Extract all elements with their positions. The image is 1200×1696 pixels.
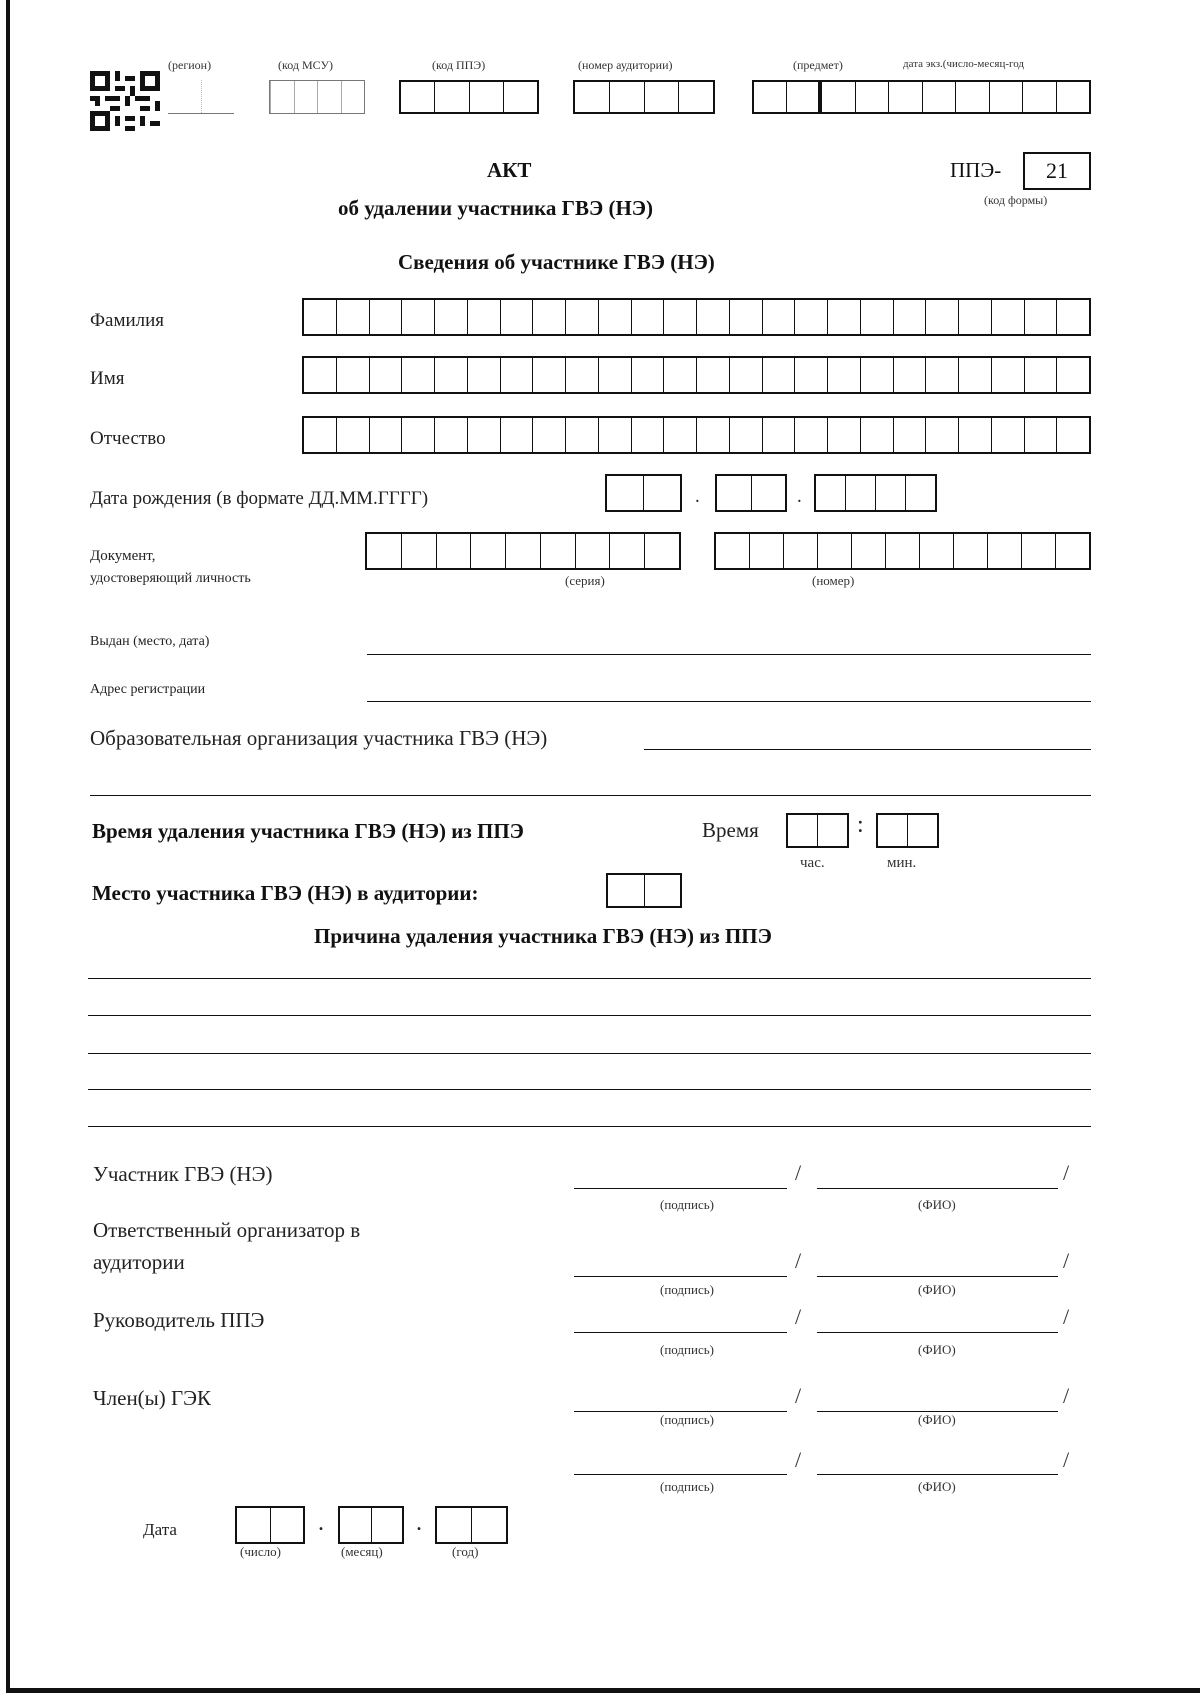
form-code-caption: (код формы) xyxy=(984,193,1048,207)
gek-fio-caption-2: (ФИО) xyxy=(918,1479,956,1494)
head-fio-line[interactable] xyxy=(817,1332,1058,1333)
hours-caption: час. xyxy=(800,855,825,871)
qr-code-icon xyxy=(90,70,160,132)
organizer-fio-line[interactable] xyxy=(817,1276,1058,1277)
seat-title: Место участника ГВЭ (НЭ) в аудитории: xyxy=(92,881,479,905)
issued-line[interactable] xyxy=(367,654,1091,655)
auditorium-caption: (номер аудитории) xyxy=(578,58,673,72)
removal-time-title: Время удаления участника ГВЭ (НЭ) из ППЭ xyxy=(92,819,524,843)
org-line-2[interactable] xyxy=(90,795,1091,796)
organizer-signature-line[interactable] xyxy=(574,1276,787,1277)
birth-year-cells[interactable] xyxy=(814,474,937,512)
org-line-1[interactable] xyxy=(644,749,1091,750)
organizer-fio-caption: (ФИО) xyxy=(918,1282,956,1297)
form-prefix: ППЭ- xyxy=(950,158,1002,182)
date-month-cells[interactable] xyxy=(338,1506,404,1544)
hours-cells[interactable] xyxy=(786,813,849,848)
participant-signature-caption: (подпись) xyxy=(660,1197,714,1212)
organizer-sign-label: Ответственный организатор в xyxy=(93,1218,361,1242)
msu-cells[interactable] xyxy=(269,80,365,114)
act-title: АКТ xyxy=(487,158,532,182)
issued-label: Выдан (место, дата) xyxy=(90,634,210,649)
organizer-slash-2: / xyxy=(1063,1248,1070,1273)
participant-slash-1: / xyxy=(795,1160,802,1185)
address-label: Адрес регистрации xyxy=(90,682,206,697)
birth-dot-2: . xyxy=(797,486,802,507)
head-fio-caption: (ФИО) xyxy=(918,1342,956,1357)
reason-line-5[interactable] xyxy=(88,1126,1091,1127)
ppe-code-cells[interactable] xyxy=(399,80,539,114)
gek-slash-3: / xyxy=(795,1447,802,1472)
participant-sign-label: Участник ГВЭ (НЭ) xyxy=(93,1162,273,1186)
participant-fio-line[interactable] xyxy=(817,1188,1058,1189)
patronymic-label: Отчество xyxy=(90,428,166,449)
birth-date-label: Дата рождения (в формате ДД.ММ.ГГГГ) xyxy=(90,488,429,509)
date-label: Дата xyxy=(143,1520,177,1539)
gek-slash-1: / xyxy=(795,1383,802,1408)
exam-date-cells[interactable] xyxy=(820,80,1091,114)
document-number-cells[interactable] xyxy=(714,532,1091,570)
name-label: Имя xyxy=(90,368,125,389)
document-series-cells[interactable] xyxy=(365,532,681,570)
head-signature-caption: (подпись) xyxy=(660,1342,714,1357)
auditorium-cells[interactable] xyxy=(573,80,715,114)
participant-signature-line[interactable] xyxy=(574,1188,787,1189)
day-caption: (число) xyxy=(240,1544,281,1559)
date-year-cells[interactable] xyxy=(435,1506,508,1544)
birth-day-cells[interactable] xyxy=(605,474,682,512)
subject-cells[interactable] xyxy=(752,80,820,114)
reason-line-1[interactable] xyxy=(88,978,1091,979)
organizer-sign-label-2: аудитории xyxy=(93,1250,185,1274)
exam-date-caption: дата экз.(число-месяц-год xyxy=(903,58,1025,70)
gek-signature-line-2[interactable] xyxy=(574,1474,787,1475)
gek-fio-line-2[interactable] xyxy=(817,1474,1058,1475)
time-label: Время xyxy=(702,818,759,842)
year-caption: (год) xyxy=(452,1544,479,1559)
name-cells[interactable] xyxy=(302,356,1091,394)
patronymic-cells[interactable] xyxy=(302,416,1091,454)
birth-month-cells[interactable] xyxy=(715,474,787,512)
head-sign-label: Руководитель ППЭ xyxy=(93,1308,265,1332)
org-label: Образовательная организация участника ГВЭ (НЭ) xyxy=(90,726,548,750)
surname-cells[interactable] xyxy=(302,298,1091,336)
seat-cells[interactable] xyxy=(606,873,682,908)
document-label-2: удостоверяющий личность xyxy=(90,571,251,586)
head-signature-line[interactable] xyxy=(574,1332,787,1333)
gek-fio-caption-1: (ФИО) xyxy=(918,1412,956,1427)
series-caption: (серия) xyxy=(565,573,605,588)
msu-caption: (код МСУ) xyxy=(278,58,333,72)
participant-fio-caption: (ФИО) xyxy=(918,1197,956,1212)
subject-caption: (предмет) xyxy=(793,58,843,72)
reason-title: Причина удаления участника ГВЭ (НЭ) из ППЭ xyxy=(314,924,772,948)
minutes-cells[interactable] xyxy=(876,813,939,848)
date-dot-1: . xyxy=(318,1510,324,1536)
number-caption: (номер) xyxy=(812,573,855,588)
act-subtitle: об удалении участника ГВЭ (НЭ) xyxy=(338,196,654,220)
scan-border-bottom xyxy=(6,1688,1200,1693)
time-colon: : xyxy=(857,812,864,838)
month-caption: (месяц) xyxy=(341,1544,383,1559)
reason-line-3[interactable] xyxy=(88,1053,1091,1054)
head-slash-2: / xyxy=(1063,1304,1070,1329)
organizer-slash-1: / xyxy=(795,1248,802,1273)
gek-signature-caption-2: (подпись) xyxy=(660,1479,714,1494)
gek-slash-2: / xyxy=(1063,1383,1070,1408)
surname-label: Фамилия xyxy=(90,310,165,331)
date-dot-2: . xyxy=(416,1510,422,1536)
birth-dot-1: . xyxy=(695,486,700,507)
minutes-caption: мин. xyxy=(887,855,917,871)
scan-border-left xyxy=(6,0,10,1690)
participant-slash-2: / xyxy=(1063,1160,1070,1185)
gek-slash-4: / xyxy=(1063,1447,1070,1472)
address-line[interactable] xyxy=(367,701,1091,702)
head-slash-1: / xyxy=(795,1304,802,1329)
region-cells[interactable] xyxy=(168,80,234,114)
reason-line-4[interactable] xyxy=(88,1089,1091,1090)
ppe-code-caption: (код ППЭ) xyxy=(432,58,486,72)
date-day-cells[interactable] xyxy=(235,1506,305,1544)
participant-section-title: Сведения об участнике ГВЭ (НЭ) xyxy=(398,250,715,274)
gek-signature-caption-1: (подпись) xyxy=(660,1412,714,1427)
organizer-signature-caption: (подпись) xyxy=(660,1282,714,1297)
gek-sign-label: Член(ы) ГЭК xyxy=(93,1386,212,1410)
reason-line-2[interactable] xyxy=(88,1015,1091,1016)
region-caption: (регион) xyxy=(168,58,212,72)
document-label: Документ, xyxy=(90,548,156,564)
form-number: 21 xyxy=(1023,152,1091,190)
